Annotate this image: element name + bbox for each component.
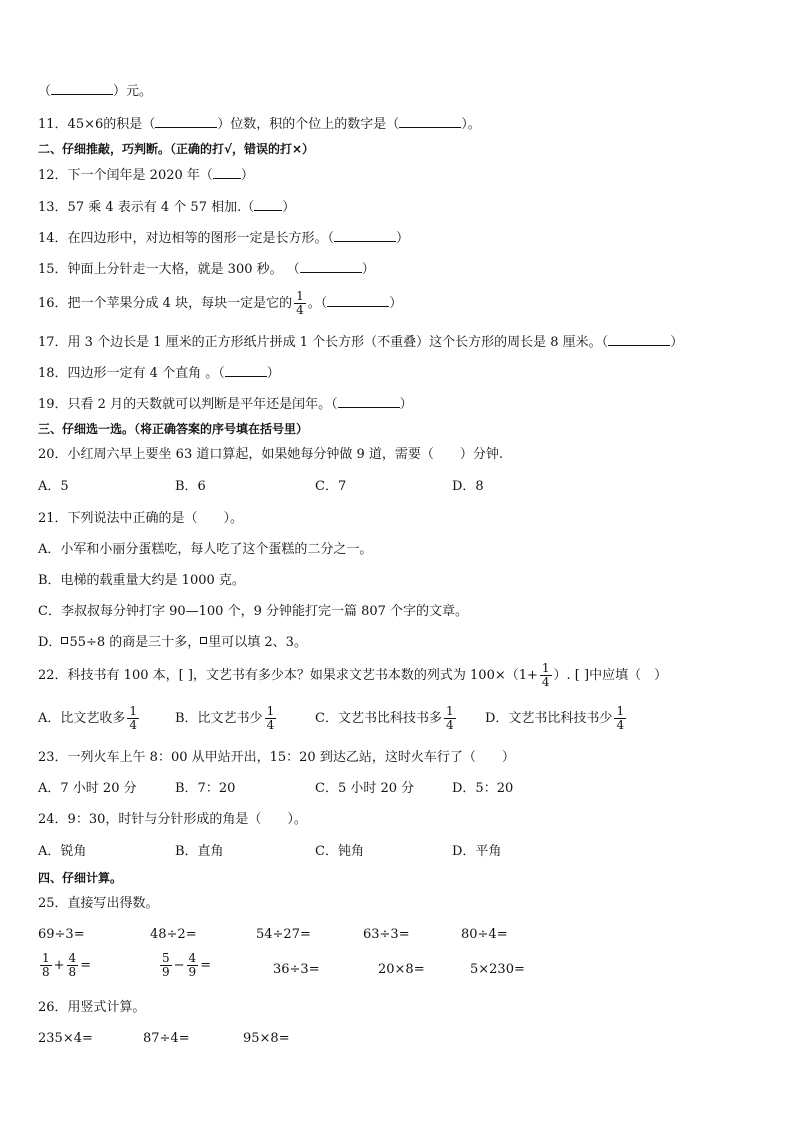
fraction: $\frac{1}{4}$ [296,289,304,317]
question-16: 16．把一个苹果分成 4 块，每块一定是它的 $\frac{1}{4}$ 。（ ） [38,289,403,317]
calc-item: 5×230= [470,962,525,977]
option-c[interactable]: C．7 [315,479,347,494]
fraction: $\frac{1}{4}$ [266,704,275,732]
calc-item: 48÷2= [150,927,197,942]
question-13: 13．57 乘 4 表示有 4 个 57 相加.（ ） [38,200,296,215]
calc-item: 87÷4= [143,1031,190,1046]
fraction-calc: $\frac{1}{8}$ + $\frac{4}{8}$ = [42,951,92,979]
question-12: 12．下一个闰年是 2020 年（ ） [38,168,254,183]
answer-blank[interactable] [334,229,396,242]
option-c[interactable]: C．文艺书比科技书多 $\frac{1}{4}$ [315,704,454,732]
option-d[interactable]: D．5：20 [452,781,514,796]
question-17: 17．用 3 个边长是 1 厘米的正方形纸片拼成 1 个长方形（不重叠）这个长方形的周长是 8 厘米。（ ） [38,335,684,350]
option-b[interactable]: B．直角 [175,844,224,859]
calc-item: 36÷3= [273,962,320,977]
q10-tail: （ ）元。 [38,84,153,99]
option-b[interactable]: B．比文艺书少 $\frac{1}{4}$ [175,704,275,732]
fraction: $\frac{1}{4}$ [129,704,138,732]
option-b[interactable]: B．电梯的载重量大约是 1000 克。 [38,573,245,588]
answer-blank[interactable] [51,82,113,95]
option-c[interactable]: C．钝角 [315,844,364,859]
fraction-calc: $\frac{5}{9}$ − $\frac{4}{9}$ = [162,951,212,979]
question-23: 23．一列火车上午 8：00 从甲站开出，15：20 到达乙站，这时火车行了（ ） [38,750,515,765]
question-21: 21．下列说法中正确的是（ ）。 [38,511,244,526]
answer-blank[interactable] [300,260,362,273]
option-a[interactable]: A．比文艺收多 $\frac{1}{4}$ [38,704,138,732]
fraction: $\frac{4}{9}$ [188,951,197,979]
fraction: $\frac{1}{4}$ [541,661,550,689]
option-a[interactable]: A．小军和小丽分蛋糕吃，每人吃了这个蛋糕的二分之一。 [38,542,373,557]
option-a[interactable]: A．5 [38,479,69,494]
answer-blank[interactable] [155,115,217,128]
answer-blank[interactable] [338,395,400,408]
option-a[interactable]: A．锐角 [38,844,87,859]
answer-blank[interactable] [327,294,389,307]
option-c[interactable]: C．5 小时 20 分 [315,781,415,796]
box-icon [61,637,68,644]
answer-blank[interactable] [399,115,461,128]
calc-item: 235×4= [38,1031,93,1046]
fraction: $\frac{4}{8}$ [68,951,77,979]
question-15: 15．钟面上分针走一大格，就是 300 秒。 （ ） [38,262,375,277]
option-b[interactable]: B．7：20 [175,781,236,796]
calc-item: 69÷3= [38,927,85,942]
calc-item: 63÷3= [363,927,410,942]
calc-item: 54÷27= [256,927,311,942]
option-d[interactable]: D．8 [452,479,484,494]
fraction: $\frac{1}{8}$ [42,951,50,979]
section-2-heading: 二、仔细推敲，巧判断。（正确的打√，错误的打×） [38,142,315,156]
option-b[interactable]: B．6 [175,479,206,494]
section-4-heading: 四、仔细计算。 [38,871,123,885]
answer-blank[interactable] [254,198,282,211]
option-d[interactable]: D．文艺书比科技书少 $\frac{1}{4}$ [485,704,625,732]
answer-blank[interactable] [213,166,241,179]
calc-item: 80÷4= [461,927,508,942]
fraction: $\frac{5}{9}$ [162,951,170,979]
question-20: 20．小红周六早上要坐 63 道口算起，如果她每分钟做 9 道，需要（ ）分钟. [38,447,504,462]
question-11: 11．45×6的积是（ ）位数，积的个位上的数字是（ ）。 [38,117,481,132]
option-d[interactable]: D．平角 [452,844,502,859]
option-d[interactable]: D． 55÷8 的商是三十多， 里可以填 2、3。 [38,635,307,650]
question-19: 19．只看 2 月的天数就可以判断是平年还是闰年。（ ） [38,397,413,412]
box-icon [200,637,207,644]
question-26: 26．用竖式计算。 [38,1000,146,1015]
option-c[interactable]: C．李叔叔每分钟打字 90—100 个，9 分钟能打完一篇 807 个字的文章。 [38,604,469,619]
calc-item: 95×8= [243,1031,290,1046]
question-14: 14．在四边形中，对边相等的图形一定是长方形。（ ） [38,231,410,246]
answer-blank[interactable] [225,364,267,377]
question-22: 22．科技书有 100 本，[ ]，文艺书有多少本？如果求文艺书本数的列式为 100×（1+ $\frac{1}{4}$ ）. [ ]中应填（ ） [38,661,668,689]
answer-blank[interactable] [608,333,670,346]
question-18: 18．四边形一定有 4 个直角 。（ ） [38,366,280,381]
calc-item: 20×8= [378,962,425,977]
option-a[interactable]: A．7 小时 20 分 [38,781,137,796]
section-3-heading: 三、仔细选一选。（将正确答案的序号填在括号里） [38,422,309,436]
question-25: 25．直接写出得数。 [38,896,159,911]
question-24: 24．9：30，时针与分针形成的角是（ ）。 [38,812,307,827]
fraction: $\frac{1}{4}$ [616,704,625,732]
fraction: $\frac{1}{4}$ [445,704,454,732]
